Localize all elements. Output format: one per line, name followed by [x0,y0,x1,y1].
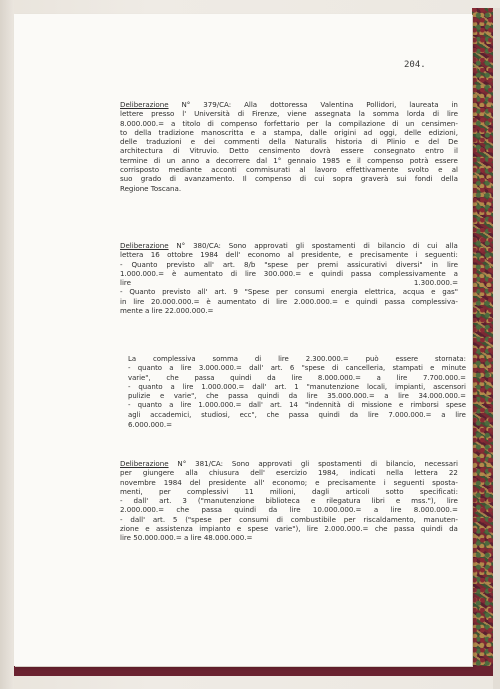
deliberation-381 [120,459,458,543]
text-line: to della tradizione manoscritta e a stampa, dalle origini ad oggi, delle edizioni, [120,127,458,137]
text-line: lire 50.000.000.= a lire 48.000.000.= [120,533,253,543]
text-line: agli accademici, studiosi, ecc", che passa quindi da lire 7.000.000.= a lire [128,410,466,419]
text-line: 6.000.000.= [128,420,173,430]
text-line: Regione Toscana. [120,183,182,193]
deliberation-380 [120,241,458,315]
text-line: per giungere alla chiusura dell' esercizio 1984, indicati nella lettera 22 [120,468,458,478]
text-line: corrisposto mediante acconti commisurati al lavoro effettivamente svolto e al [120,165,458,175]
text-line: zione e assistenza impianto e spese varie"), lire 2.000.000.= che passa quindi da [120,524,458,534]
text-line: 8.000.000.= a titolo di compenso forfettario per la compilazione di un censimen- [120,118,458,128]
text-line: - dall' art. 3 ("manutenzione biblioteca e rilegatura libri e mss."), lire [120,496,458,506]
text-line: mente a lire 22.000.000.= [120,306,214,316]
page-number: 204. [404,60,426,70]
text-line: lire 1.300.000.= [120,278,458,288]
text-line: - quanto a lire 1.000.000.= dall' art. 14 "indennità di missione e rimborsi spese [128,401,466,410]
text-line: Deliberazione N° 380/CA: Sono approvati gli spostamenti di bilancio di cui alla [120,241,458,250]
text-line: termine di un anno a decorrere dal 1° gennaio 1985 e il compenso potrà essere [120,155,458,165]
text-line: - Quanto previsto all' art. 9 "Spese per consumi energia elettrica, acqua e gas" [120,287,458,297]
cover-bottom-edge [14,666,493,676]
text-line: architectura di Vitruvio. Detto censimento dovrà essere consegnato entro il [120,146,458,156]
text-line: in lire 20.000.000.= è aumentato di lire 2.000.000.= e quindi passa complessiva- [120,296,458,306]
marbled-cover-edge [472,8,493,676]
text-line: suo grado di avanzamento. Il compenso di cui sopra graverà sui fondi della [120,174,458,184]
text-line: lettera 16 ottobre 1984 dell' economo al presidente, e precisamente i seguenti: [120,250,458,260]
text-line: Deliberazione N° 379/CA: Alla dottoressa Valentina Pollidori, laureata in [120,100,458,109]
text-line: delle traduzioni e dei commenti della Naturalis historia di Plinio e del De [120,137,458,147]
text-line: menti, per complessivi 11 milioni, dagli articoli sotto specificati: [120,486,458,496]
binding-edge [0,0,14,689]
text-line: pulizie e varie", che passa quindi da lire 35.000.000.= a lire 34.000.000.= [128,392,466,401]
text-line: 2.000.000.= che passa quindi da lire 10.000.000.= a lire 8.000.000.= [120,505,458,515]
text-line: 1.000.000.= è aumentato di lire 300.000.= e quindi passa complessivamente a [120,268,458,278]
deliberation-380-storno [128,355,466,430]
text-line: varie", che passa quindi da lire 8.000.000.= a lire 7.700.000.= [128,373,466,382]
text-line: novembre 1984 del presidente all' economo; e precisamente i seguenti sposta- [120,477,458,487]
text-line: - dall' art. 5 ("spese per consumi di combustibile per riscaldamento, manuten- [120,514,458,524]
text-line: Deliberazione N° 381/CA: Sono approvati gli spostamenti di bilancio, necessari [120,459,458,468]
text-line: La complessiva somma di lire 2.300.000.= può essere stornata: [128,355,466,363]
text-line: - Quanto previsto all' art. 8/b "spese per premi assicurativi diversi" in lire [120,259,458,269]
scan-right-margin [493,8,500,689]
text-line: - quanto a lire 3.000.000.= dall' art. 6 "spese di cancelleria, stampati e minute [128,364,466,373]
deliberation-379 [120,100,458,193]
text-line: - quanto a lire 1.000.000.= dall' art. 1 "manutenzione locali, impianti, ascensori [128,382,466,391]
text-line: lettere presso l' Università di Firenze, viene assegnata la somma lorda di lire [120,109,458,119]
